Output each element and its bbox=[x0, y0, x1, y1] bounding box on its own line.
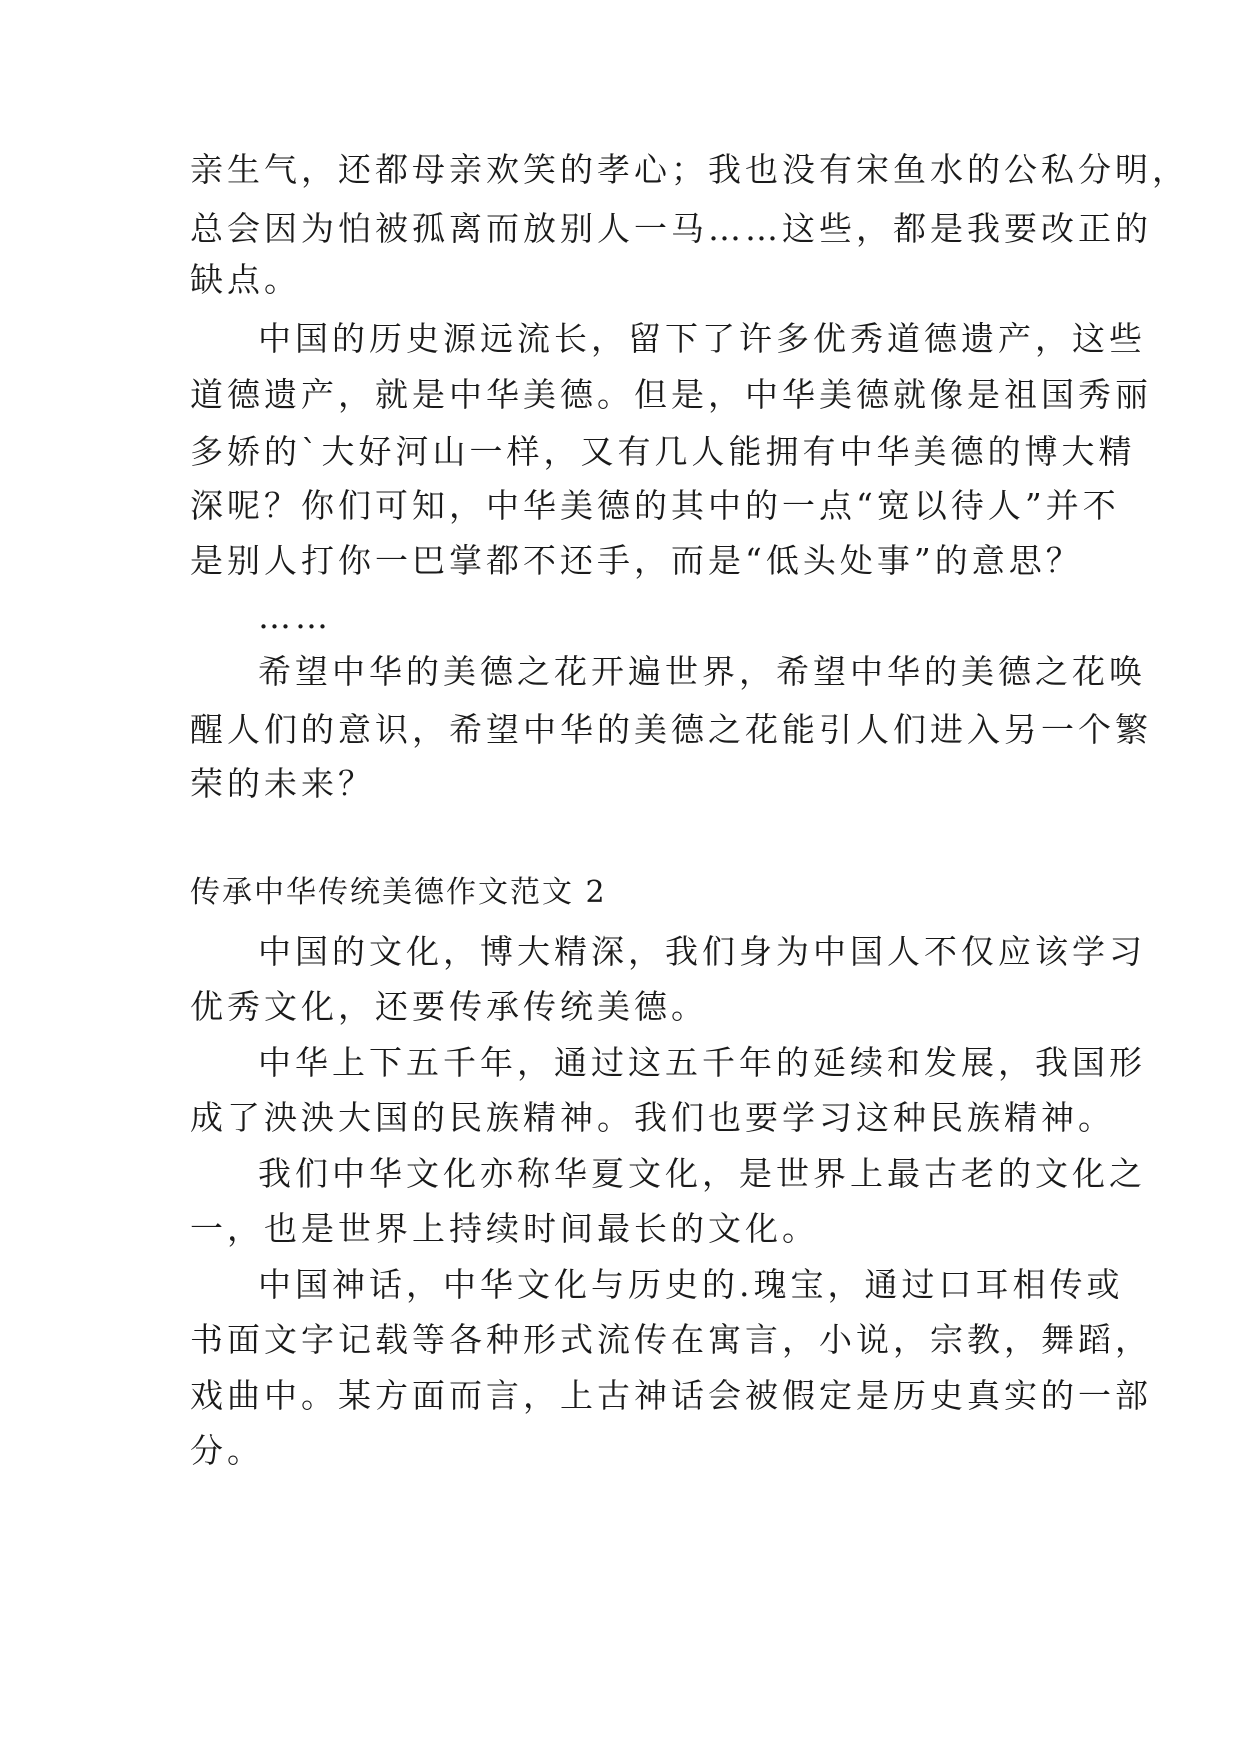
paragraph-line: 中华上下五千年，通过这五千年的延续和发展，我国形 bbox=[258, 1043, 1146, 1082]
paragraph-line: 深呢？你们可知，中华美德的其中的一点“宽以待人”并不 bbox=[190, 486, 1120, 525]
paragraph-line: 一，也是世界上持续时间最长的文化。 bbox=[190, 1209, 819, 1248]
paragraph-line: 中国神话，中华文化与历史的.瑰宝，通过口耳相传或 bbox=[258, 1265, 1124, 1304]
paragraph-line: 总会因为怕被孤离而放别人一马……这些，都是我要改正的 bbox=[190, 209, 1152, 248]
paragraph-line: 分。 bbox=[190, 1431, 264, 1470]
paragraph-line: 醒人们的意识，希望中华的美德之花能引人们进入另一个繁 bbox=[190, 710, 1152, 749]
paragraph-line: 荣的未来？ bbox=[190, 764, 375, 803]
paragraph-line: 缺点。 bbox=[190, 260, 301, 299]
paragraph-line: 书面文字记载等各种形式流传在寓言，小说，宗教，舞蹈， bbox=[190, 1320, 1152, 1359]
paragraph-line: 我们中华文化亦称华夏文化，是世界上最古老的文化之 bbox=[258, 1154, 1146, 1193]
paragraph-line: 希望中华的美德之花开遍世界，希望中华的美德之花唤 bbox=[258, 652, 1146, 691]
ellipsis-line: …… bbox=[258, 597, 332, 636]
paragraph-line: 中国的文化，博大精深，我们身为中国人不仅应该学习 bbox=[258, 932, 1146, 971]
paragraph-line: 道德遗产，就是中华美德。但是，中华美德就像是祖国秀丽 bbox=[190, 375, 1152, 414]
paragraph-line: 是别人打你一巴掌都不还手，而是“低头处事”的意思？ bbox=[190, 541, 1083, 580]
paragraph-line: 成了泱泱大国的民族精神。我们也要学习这种民族精神。 bbox=[190, 1098, 1115, 1137]
paragraph-line: 亲生气，还都母亲欢笑的孝心；我也没有宋鱼水的公私分明， bbox=[190, 150, 1189, 189]
paragraph-line: 中国的历史源远流长，留下了许多优秀道德遗产，这些 bbox=[258, 319, 1146, 358]
paragraph-line: 戏曲中。某方面而言，上古神话会被假定是历史真实的一部 bbox=[190, 1376, 1152, 1415]
section-heading: 传承中华传统美德作文范文 2 bbox=[190, 875, 607, 910]
paragraph-line: 优秀文化，还要传承传统美德。 bbox=[190, 987, 708, 1026]
paragraph-line: 多娇的`大好河山一样，又有几人能拥有中华美德的博大精 bbox=[190, 432, 1136, 471]
